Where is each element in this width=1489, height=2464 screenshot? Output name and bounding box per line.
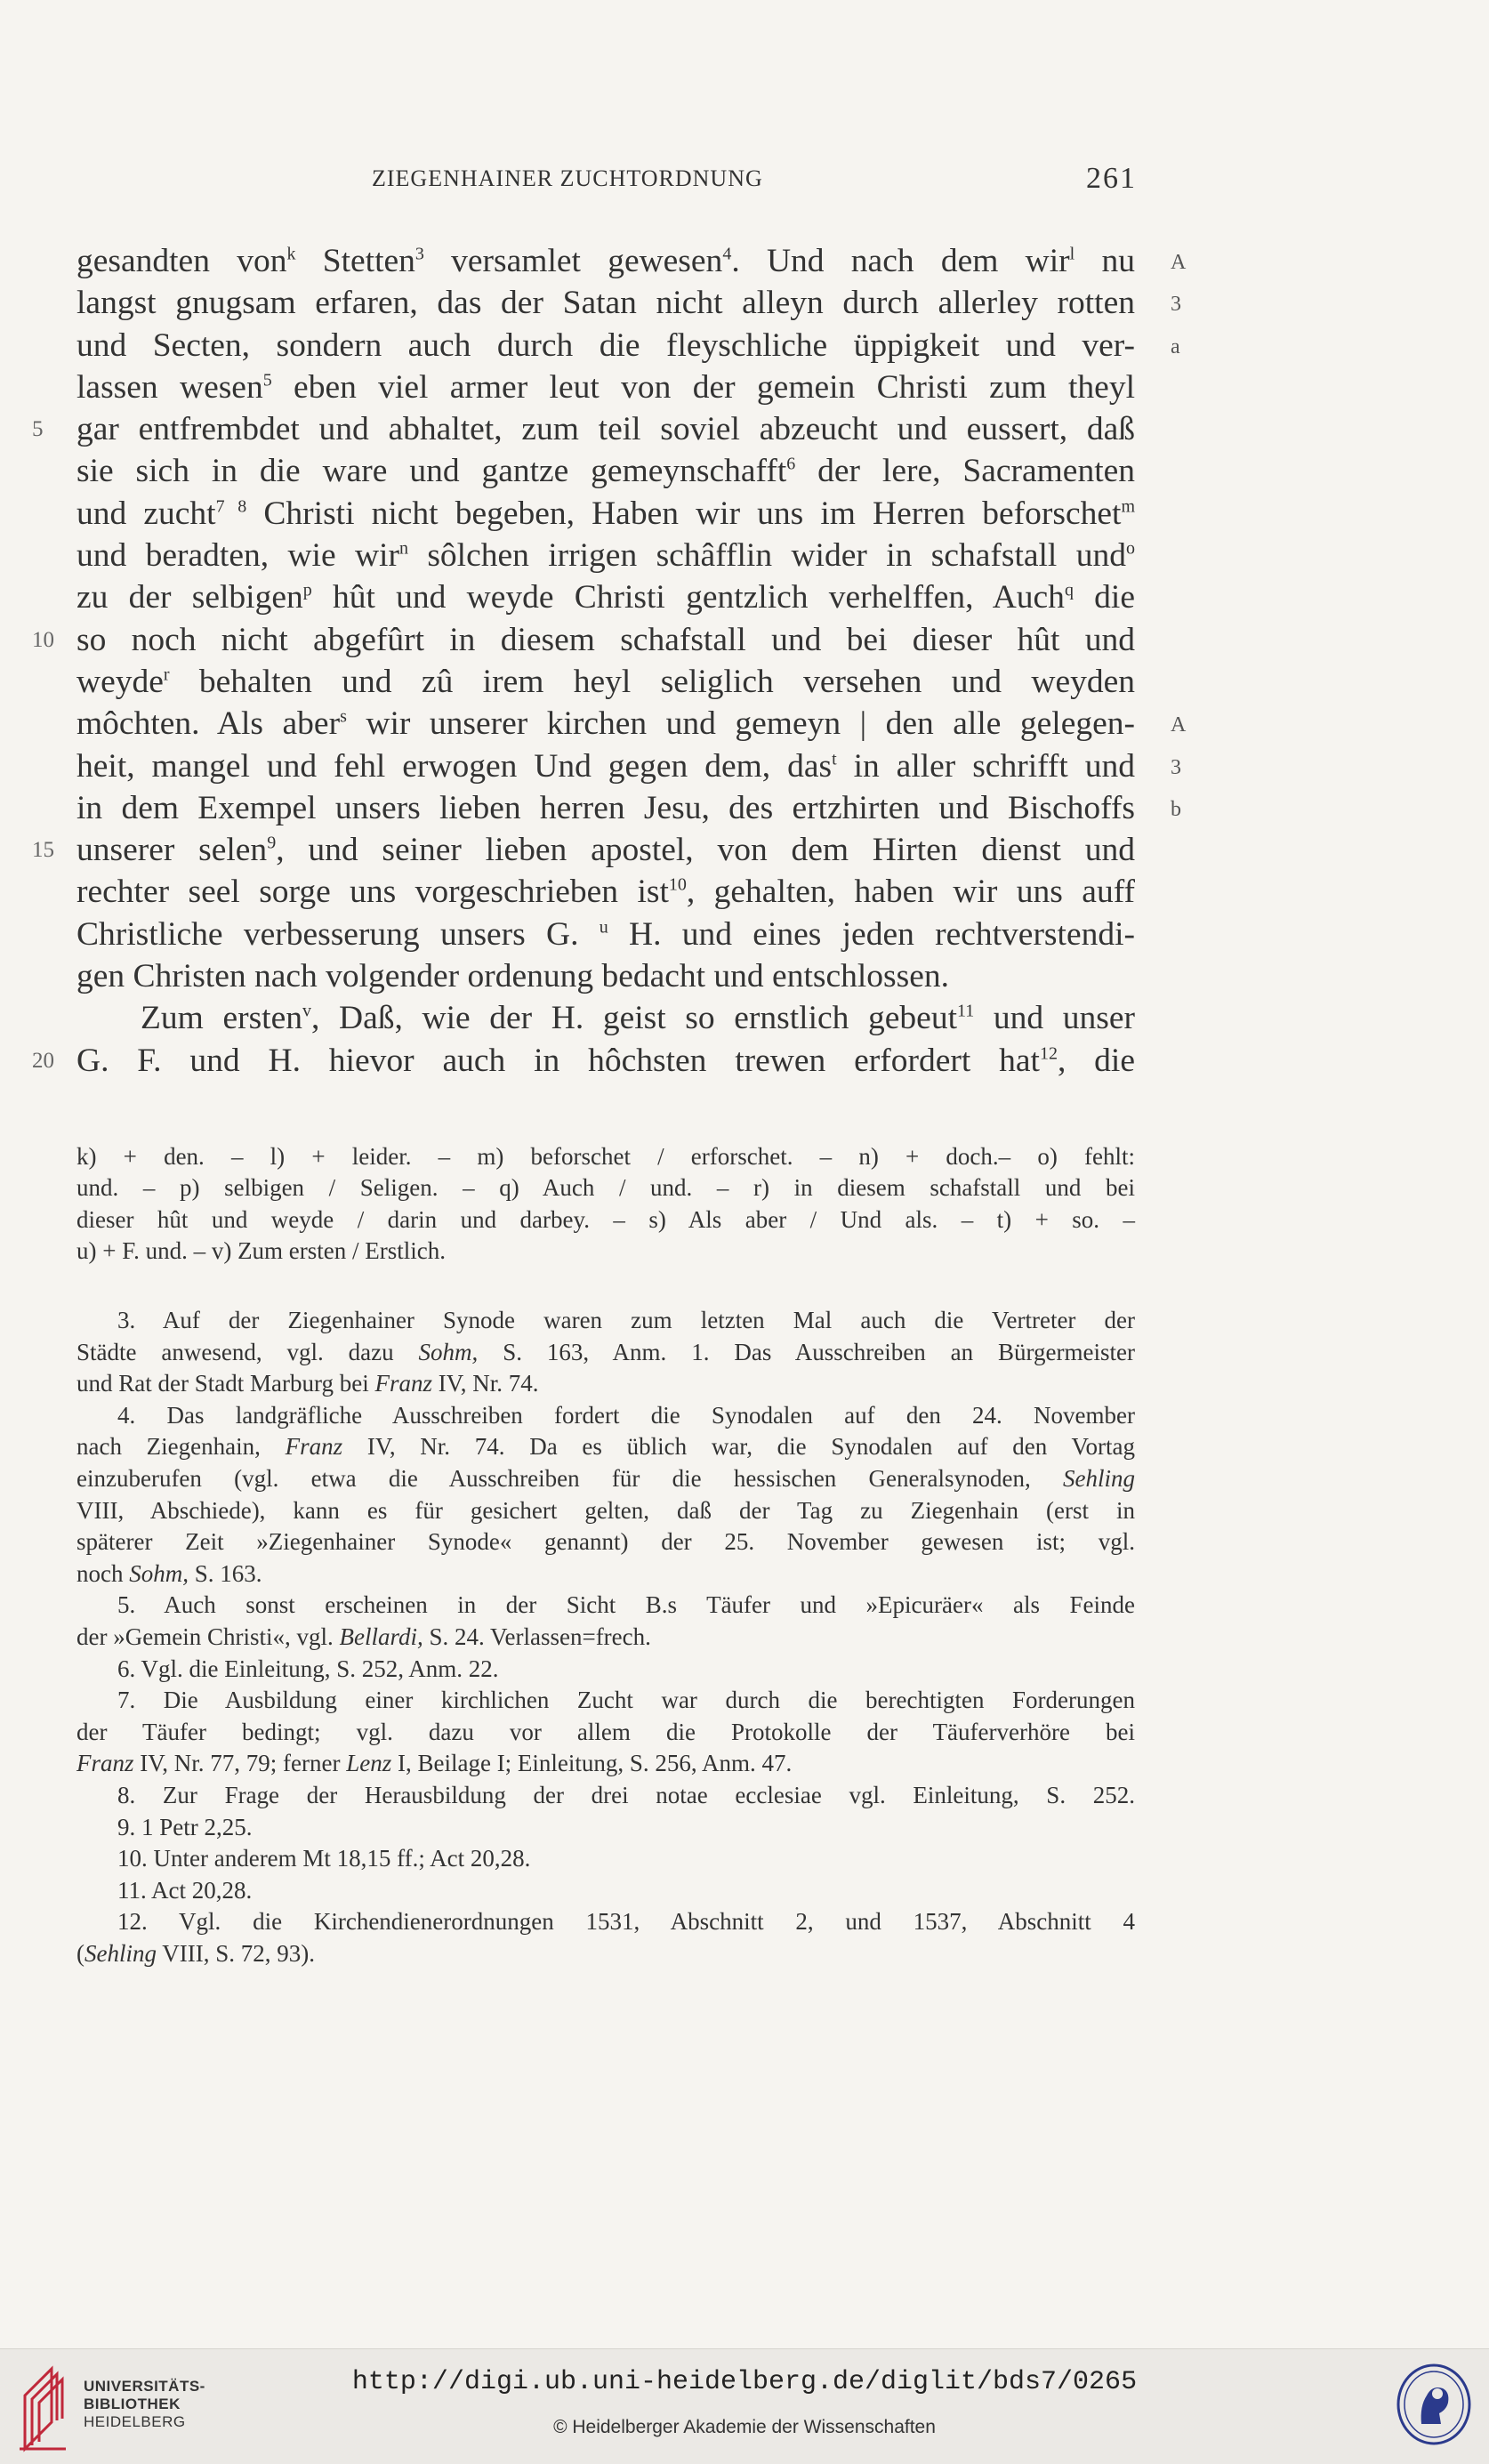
text-line — [76, 914, 1135, 955]
line-number: 15 — [32, 838, 54, 863]
line-text: gar entfrembdet und abhaltet, zum teil soviel abzeucht und eussert, daß — [76, 411, 1135, 448]
line-text: môchten. Als aber$^s$ wir unserer kirchen und gemeyn | den alle gelegen- — [76, 705, 1135, 743]
line-text: und Secten, sondern auch durch die fleyschliche üppigkeit und ver- — [76, 326, 1135, 364]
footnote-line: noch Sohm, S. 163. — [76, 1559, 262, 1587]
text-line — [32, 829, 1135, 871]
text-line — [32, 1040, 1135, 1082]
line-text: und zucht$^{7 8}$ Christi nicht begeben, Haben wir uns im Herren beforschet$^m$ — [76, 495, 1135, 532]
line-text: gesandten von$^k$ Stetten$^3$ versamlet gewesen$^4$. Und nach dem wir$^l$ nu — [76, 243, 1135, 279]
apparatus-line: und. – p) selbigen / Seligen. – q) Auch / und. – r) in diesem schafstall und bei — [76, 1174, 1135, 1202]
apparatus-line: dieser hût und weyde / darin und darbey. – s) Als aber / Und als. – t) + so. – — [76, 1205, 1135, 1233]
line-text: so noch nicht abgefûrt in diesem schafstall und bei dieser hût und — [76, 621, 1135, 658]
copyright-notice: © Heidelberger Akademie der Wissenschaften — [553, 2417, 936, 2437]
academy-seal-icon — [1395, 2362, 1473, 2447]
text-line — [76, 661, 1135, 703]
apparatus-line: k) + den. – l) + leider. – m) beforschet / erforschet. – n) + doch.– o) fehlt: — [76, 1143, 1135, 1170]
footnote-line: späterer Zeit »Ziegenhainer Synode« genannt) der 25. November gewesen ist; vgl. — [76, 1528, 1135, 1556]
line-number: 5 — [32, 417, 44, 442]
footnote-line: Städte anwesend, vgl. dazu Sohm, S. 163, Anm. 1. Das Ausschreiben an Bürgermeister — [76, 1338, 1135, 1365]
footnote-line: 5. Auch sonst erscheinen in der Sicht B.s Täufer und »Epicuräer« als Feinde — [117, 1591, 1135, 1619]
line-text: unserer selen$^9$, und seiner lieben apostel, von dem Hirten dienst und — [76, 832, 1135, 869]
text-line — [76, 955, 1135, 997]
footnote-line: und Rat der Stadt Marburg bei Franz IV, Nr. 74. — [76, 1370, 539, 1397]
text-line — [76, 450, 1135, 492]
line-text: langst gnugsam erfaren, das der Satan nicht alleyn durch allerley rotten — [76, 285, 1135, 322]
running-title: ZIEGENHAINER ZUCHTORDNUNG — [372, 165, 763, 191]
line-number: 10 — [32, 627, 54, 652]
main-text — [32, 240, 1187, 1082]
footnote-line: der Täufer bedingt; vgl. dazu vor allem die Protokolle der Täuferverhöre bei — [76, 1718, 1135, 1745]
folio-marker: A 3 b — [1171, 713, 1187, 821]
text-line — [76, 871, 1135, 913]
apparatus-line: u) + F. und. – v) Zum ersten / Erstlich. — [76, 1237, 447, 1265]
line-number: 20 — [32, 1048, 54, 1073]
text-line — [76, 576, 1135, 618]
line-text: lassen wesen$^5$ eben viel armer leut von der gemein Christi zum theyl — [76, 368, 1135, 406]
text-line — [76, 493, 1135, 535]
library-name-line2: BIBLIOTHEK — [84, 2396, 181, 2412]
footnote-line: 3. Auf der Ziegenhainer Synode waren zum letzten Mal auch die Vertreter der — [117, 1307, 1135, 1333]
footnote-line: 10. Unter anderem Mt 18,15 ff.; Act 20,28. — [117, 1845, 531, 1872]
footnote-line: 12. Vgl. die Kirchendienerordnungen 1531, Abschnitt 2, und 1537, Abschnitt 4 — [117, 1908, 1135, 1936]
line-text: rechter seel sorge uns vorgeschrieben ist$^{10}$, gehalten, haben wir uns auff — [76, 874, 1135, 911]
permalink-url[interactable]: http://digi.ub.uni-heidelberg.de/diglit/bds7/0265 — [351, 2367, 1138, 2397]
line-text: G. F. und H. hievor auch in hôchsten trewen erfordert hat$^{12}$, die — [76, 1042, 1135, 1079]
page-header — [372, 162, 1137, 206]
line-text: und beradten, wie wir$^n$ sôlchen irrigen schâfflin wider in schafstall und$^o$ — [76, 537, 1135, 575]
text-line — [32, 619, 1135, 661]
line-text: zu der selbigen$^p$ hût und weyde Christi gentzlich verhelffen, Auch$^q$ die — [76, 579, 1135, 616]
text-line — [76, 325, 1135, 366]
line-text: heit, mangel und fehl erwogen Und gegen dem, das$^t$ in aller schrifft und — [76, 747, 1135, 785]
viewer-footer — [0, 2348, 1489, 2464]
line-text: Zum ersten$^v$, Daß, wie der H. geist so ernstlich gebeut$^{11}$ und unser — [141, 1000, 1135, 1037]
footnote-line: (Sehling VIII, S. 72, 93). — [76, 1939, 315, 1967]
footnote-line: 6. Vgl. die Einleitung, S. 252, Anm. 22. — [117, 1655, 499, 1682]
footnote-line: 11. Act 20,28. — [117, 1876, 253, 1904]
footnote-line: der »Gemein Christi«, vgl. Bellardi, S. 24. Verlassen=frech. — [76, 1623, 651, 1650]
footnote-line: einzuberufen (vgl. etwa die Ausschreiben für die hessischen Generalsynoden, Sehling — [76, 1464, 1135, 1492]
footnote-line: 9. 1 Petr 2,25. — [117, 1813, 253, 1840]
critical-apparatus — [76, 1141, 1135, 1268]
footnote-line: VIII, Abschiede), kann es für gesichert gelten, daß der Tag zu Ziegenhain (erst in — [76, 1496, 1135, 1524]
line-text: gen Christen nach volgender ordenung bedacht und entschlossen. — [76, 958, 949, 995]
footnote-line: Franz IV, Nr. 77, 79; ferner Lenz I, Beilage I; Einleitung, S. 256, Anm. 47. — [76, 1750, 793, 1777]
folio-marker: A 3 a — [1171, 251, 1187, 358]
footnote-line: 7. Die Ausbildung einer kirchlichen Zucht war durch die berechtigten Forderungen — [117, 1687, 1135, 1714]
text-line — [32, 408, 1135, 450]
text-line — [76, 997, 1135, 1039]
text-line — [76, 366, 1135, 408]
library-name-line1: UNIVERSITÄTS- — [84, 2378, 205, 2395]
text-line — [76, 535, 1135, 576]
line-text: Christliche verbesserung unsers G. $^u$ H. und eines jeden rechtverstendi- — [76, 915, 1135, 953]
footnote-line: nach Ziegenhain, Franz IV, Nr. 74. Da es üblich war, die Synodalen auf den Vortag — [76, 1433, 1135, 1461]
line-text: sie sich in die ware und gantze gemeynschafft$^6$ der lere, Sacramenten — [76, 453, 1136, 490]
footnote-line: 4. Das landgräfliche Ausschreiben fordert die Synodalen auf den 24. November — [117, 1401, 1135, 1429]
line-text: weyde$^r$ behalten und zû irem heyl seliglich versehen und weyden — [76, 663, 1135, 700]
text-line — [76, 787, 1135, 829]
line-text: in dem Exempel unsers lieben herren Jesu, des ertzhirten und Bischoffs — [76, 789, 1135, 826]
page-number: 261 — [1086, 162, 1137, 195]
footnote-line: 8. Zur Frage der Herausbildung der drei notae ecclesiae vgl. Einleitung, S. 252. — [117, 1781, 1135, 1808]
text-line — [76, 282, 1135, 324]
footnotes — [76, 1305, 1135, 1969]
text-line — [76, 745, 1135, 787]
library-name-line3: HEIDELBERG — [84, 2413, 186, 2430]
